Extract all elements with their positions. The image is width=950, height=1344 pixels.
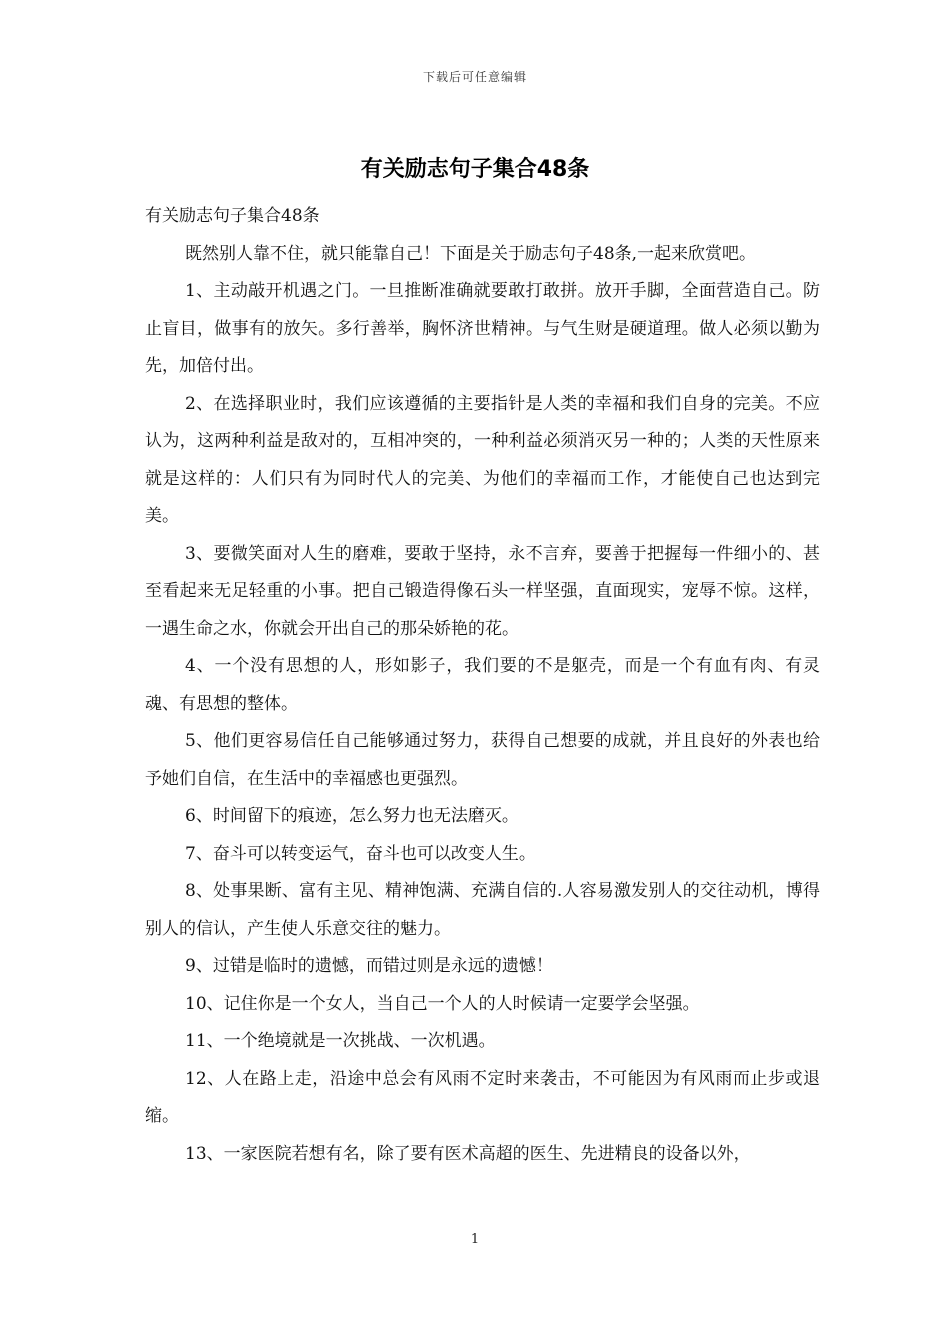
paragraph-3: 3、要微笑面对人生的磨难，要敢于坚持，永不言弃，要善于把握每一件细小的、甚至看起来无足轻重的小事。把自己锻造得像石头一样坚强，直面现实，宠辱不惊。这样，一遇生命之水，你就会开出自己的那朵娇艳的花。 — [145, 543, 820, 639]
header-note: 下载后可任意编辑 — [422, 70, 527, 84]
paragraph-1: 1、主动敲开机遇之门。一旦推断准确就要敢打敢拼。放开手脚，全面营造自己。防止盲目，做事有的放矢。多行善举，胸怀济世精神。与气生财是硬道理。做人必须以勤为先，加倍付出。 — [145, 281, 820, 376]
paragraph-10: 10、记住你是一个女人，当自己一个人的人时候请一定要学会坚强。 — [185, 993, 700, 1014]
paragraph-8: 8、处事果断、富有主见、精神饱满、充满自信的.人容易激发别人的交往动机，博得别人的信认，产生使人乐意交往的魅力。 — [145, 881, 820, 939]
paragraph-4: 4、一个没有思想的人，形如影子，我们要的不是躯壳，而是一个有血有肉、有灵魂、有思想的整体。 — [145, 656, 820, 714]
intro-paragraph: 既然别人靠不住，就只能靠自己！下面是关于励志句子48条,一起来欣赏吧。 — [185, 243, 757, 264]
page-number: 1 — [470, 1232, 480, 1247]
paragraph-7: 7、奋斗可以转变运气，奋斗也可以改变人生。 — [185, 843, 536, 864]
paragraph-13: 13、一家医院若想有名，除了要有医术高超的医生、先进精良的设备以外， — [185, 1143, 751, 1164]
document-subtitle: 有关励志句子集合48条 — [145, 206, 320, 226]
paragraph-12: 12、人在路上走，沿途中总会有风雨不定时来袭击，不可能因为有风雨而止步或退缩。 — [145, 1068, 820, 1126]
paragraph-11: 11、一个绝境就是一次挑战、一次机遇。 — [185, 1031, 496, 1051]
document-body — [145, 198, 820, 1173]
document-title: 有关励志句子集合48条 — [360, 157, 590, 182]
paragraph-6: 6、时间留下的痕迹，怎么努力也无法磨灭。 — [185, 806, 519, 826]
paragraph-5: 5、他们更容易信任自己能够通过努力，获得自己想要的成就，并且良好的外表也给予她们自信，在生活中的幸福感也更强烈。 — [145, 731, 820, 789]
paragraph-9: 9、过错是临时的遗憾，而错过则是永远的遗憾！ — [185, 956, 553, 976]
paragraph-2: 2、在选择职业时，我们应该遵循的主要指针是人类的幸福和我们自身的完美。不应认为，这两种利益是敌对的，互相冲突的，一种利益必须消灭另一种的；人类的天性原来就是这样的：人们只有为同时代人的完美、为他们的幸福而工作，才能使自己也达到完美。 — [145, 393, 820, 526]
